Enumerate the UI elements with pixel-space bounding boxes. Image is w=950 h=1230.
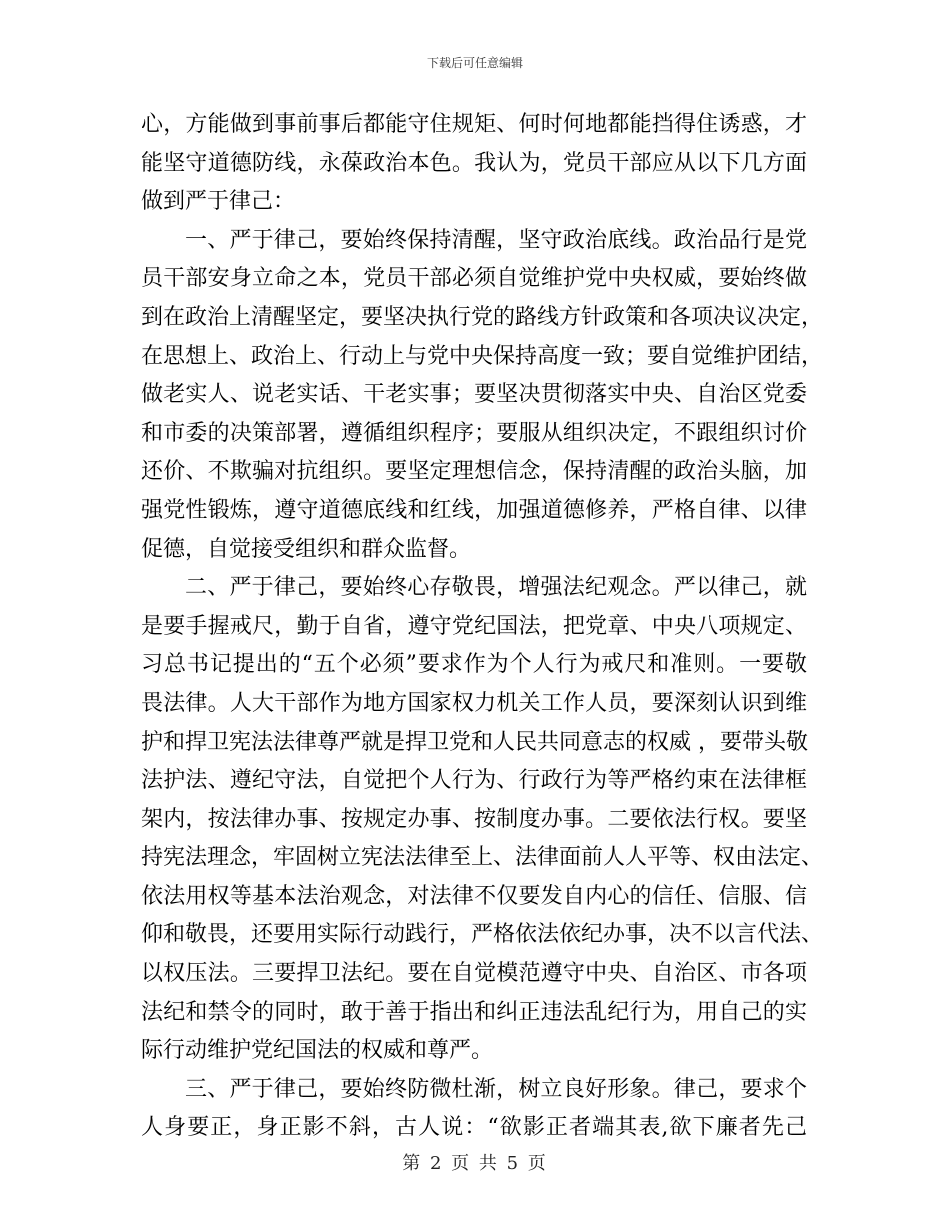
text-line: 人身要正，身正影不斜，古人说：“欲影正者端其表,欲下廉者先己 — [141, 1115, 807, 1141]
text-line: 强党性锻炼，遵守道德底线和红线，加强道德修养，严格自律、以律 — [141, 497, 807, 523]
text-line: 架内，按法律办事、按规定办事、按制度办事。二要依法行权。要坚 — [141, 806, 807, 832]
text-line: 促德，自觉接受组织和群众监督。 — [141, 536, 472, 562]
text-line: 畏法律。人大干部作为地方国家权力机关工作人员，要深刻认识到维 — [141, 690, 807, 716]
text-line: 三、严于律己，要始终防微杜渐，树立良好形象。律己，要求个 — [185, 1076, 807, 1102]
text-line: 际行动维护党纪国法的权威和尊严。 — [141, 1038, 494, 1064]
text-line: 法纪和禁令的同时，敢于善于指出和纠正违法乱纪行为，用自己的实 — [141, 999, 807, 1025]
text-line: 心，方能做到事前事后都能守住规矩、何时何地都能挡得住诱惑，才 — [141, 112, 807, 137]
text-line: 做老实人、说老实话、干老实事；要坚决贯彻落实中央、自治区党委 — [141, 382, 807, 408]
text-line: 到在政治上清醒坚定，要坚决执行党的路线方针政策和各项决议决定， — [141, 304, 824, 330]
text-line: 员干部安身立命之本，党员干部必须自觉维护党中央权威，要始终做 — [141, 266, 807, 292]
text-line: 二、严于律己，要始终心存敬畏，增强法纪观念。严以律己，就 — [185, 575, 807, 601]
page-number: 第 2 页 共 5 页 — [402, 1153, 548, 1174]
text-line: 做到严于律己： — [141, 189, 296, 215]
document-body — [141, 106, 824, 1148]
text-line: 以权压法。三要捍卫法纪。要在自觉模范遵守中央、自治区、市各项 — [141, 961, 807, 987]
text-line: 习总书记提出的“五个必须”要求作为个人行为戒尺和准则。一要敬 — [141, 652, 807, 678]
text-line: 能坚守道德防线，永葆政治本色。我认为，党员干部应从以下几方面 — [141, 150, 807, 176]
text-line: 还价、不欺骗对抗组织。要坚定理想信念，保持清醒的政治头脑，加 — [141, 459, 807, 485]
text-line: 依法用权等基本法治观念，对法律不仅要发自内心的信任、信服、信 — [141, 883, 807, 909]
page-header-note: 下载后可任意编辑 — [426, 56, 523, 70]
text-line: 持宪法理念，牢固树立宪法法律至上、法律面前人人平等、权由法定、 — [141, 845, 824, 871]
text-line: 在思想上、政治上、行动上与党中央保持高度一致；要自觉维护团结， — [141, 343, 824, 369]
text-line: 是要手握戒尺，勤于自省，遵守党纪国法，把党章、中央八项规定、 — [141, 613, 807, 639]
text-line: 仰和敬畏，还要用实际行动践行，严格依法依纪办事，决不以言代法、 — [141, 922, 824, 948]
text-line: 一、严于律己，要始终保持清醒，坚守政治底线。政治品行是党 — [185, 227, 807, 253]
text-line: 和市委的决策部署，遵循组织程序；要服从组织决定，不跟组织讨价 — [141, 420, 807, 446]
text-line: 护和捍卫宪法法律尊严就是捍卫党和人民共同意志的权威 ，要带头敬 — [141, 729, 808, 755]
text-line: 法护法、遵纪守法，自觉把个人行为、行政行为等严格约束在法律框 — [141, 768, 807, 794]
